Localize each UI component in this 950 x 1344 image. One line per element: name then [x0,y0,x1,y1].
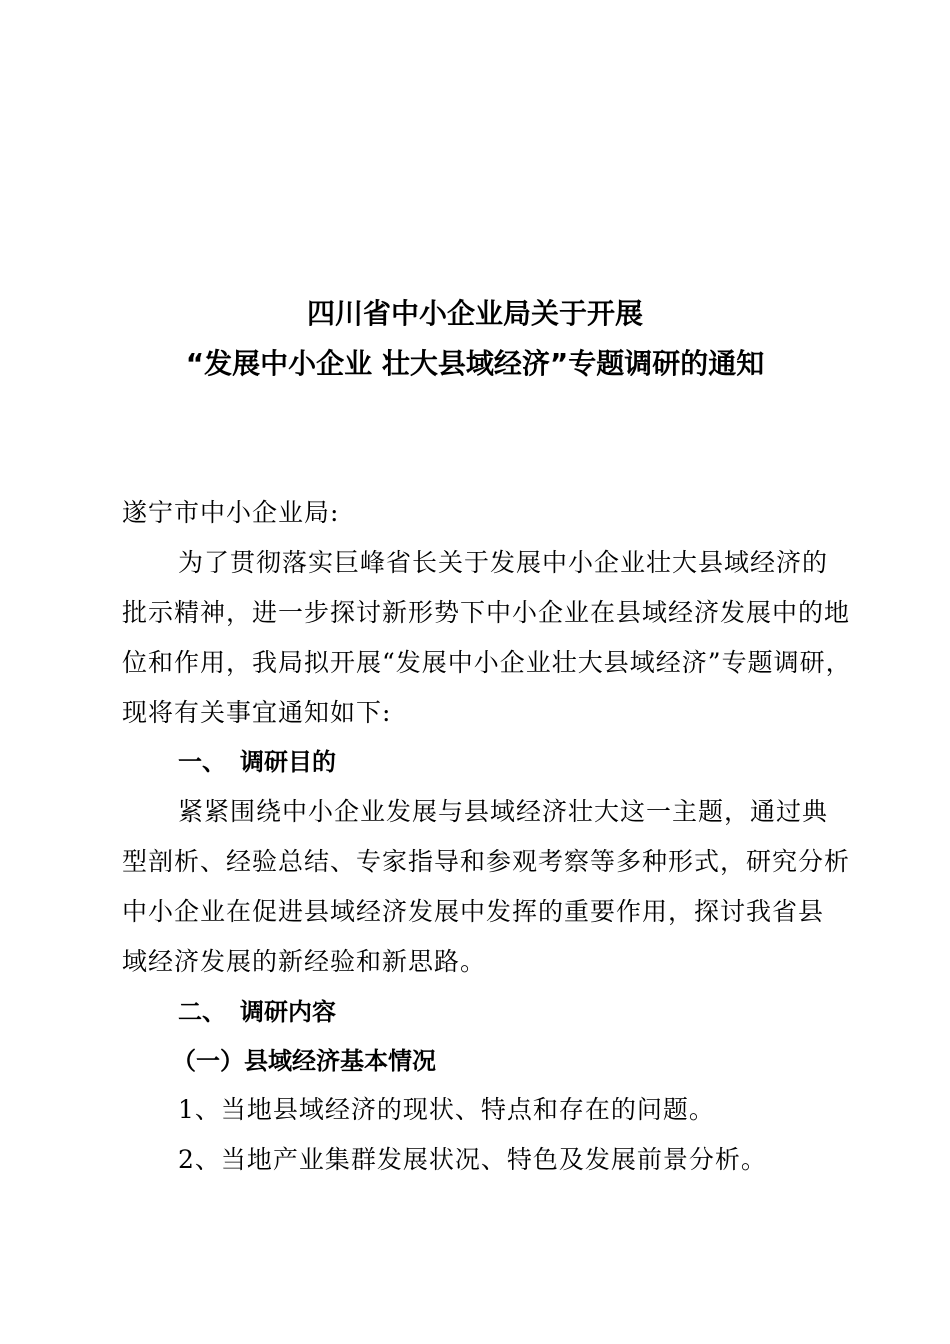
list-item: 1、当地县域经济的现状、特点和存在的问题。 [178,1095,715,1124]
section-1-line: 型剖析、经验总结、专家指导和参观考察等多种形式，研究分析 [122,847,851,876]
subsection-1-heading: （一）县域经济基本情况 [172,1046,436,1075]
section-1-line: 紧紧围绕中小企业发展与县域经济壮大这一主题，通过典 [178,797,829,826]
section-1-line: 域经济发展的新经验和新思路。 [122,947,487,976]
section-2-number: 二、 [178,998,226,1026]
section-1-title: 调研目的 [240,748,336,776]
addressee: 遂宁市中小企业局: [122,498,340,527]
section-2-title: 调研内容 [240,998,336,1026]
section-1-heading [178,746,336,778]
section-1-number: 一、 [178,748,226,776]
list-item: 2、当地产业集群发展状况、特色及发展前景分析。 [178,1145,767,1174]
intro-line: 批示精神，进一步探讨新形势下中小企业在县域经济发展中的地 [122,598,851,627]
intro-line: 位和作用，我局拟开展“发展中小企业壮大县域经济”专题调研， [122,648,852,677]
section-2-heading [178,996,336,1028]
intro-line: 现将有关事宜通知如下: [122,698,392,727]
document-title-line-2: “发展中小企业 壮大县域经济”专题调研的通知 [185,347,765,380]
section-1-line: 中小企业在促进县域经济发展中发挥的重要作用，探讨我省县 [122,897,825,926]
intro-line: 为了贯彻落实巨峰省长关于发展中小企业壮大县域经济的 [178,548,829,577]
document-title-line-1: 四川省中小企业局关于开展 [306,297,643,330]
